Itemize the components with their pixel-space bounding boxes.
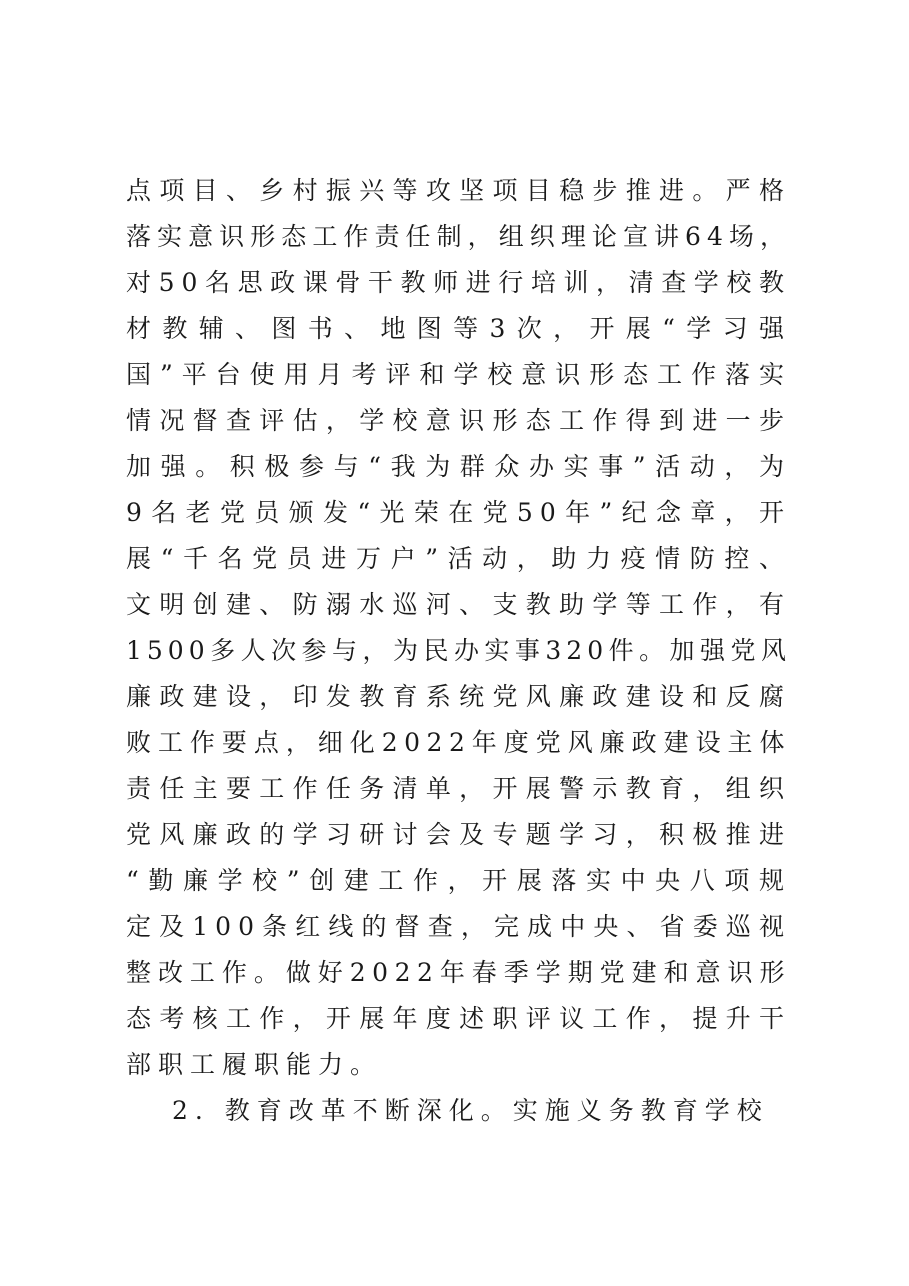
body-text: [126, 168, 791, 1134]
text-line: 整改工作。做好2022年春季学期党建和意识形: [126, 958, 791, 987]
section-heading-line: 2. 教育改革不断深化。实施义务教育学校: [172, 1096, 769, 1125]
text-line: 文明创建、防溺水巡河、支教助学等工作，有: [126, 590, 791, 619]
text-line: 党风廉政的学习研讨会及专题学习，积极推进: [126, 820, 791, 849]
text-line: 定及100条红线的督查，完成中央、省委巡视: [126, 912, 791, 941]
text-line: 对50名思政课骨干教师进行培训，清查学校教: [126, 268, 791, 297]
paragraph-end-line: 部职工履职能力。: [126, 1050, 383, 1079]
text-line: 1500多人次参与，为民办实事320件。加强党风: [126, 636, 791, 665]
text-line: 态考核工作，开展年度述职评议工作，提升干: [126, 1004, 791, 1033]
text-line: 9名老党员颁发“光荣在党50年”纪念章，开: [126, 498, 791, 527]
text-line: 加强。积极参与“我为群众办实事”活动，为: [126, 452, 791, 481]
text-line: “勤廉学校”创建工作，开展落实中央八项规: [126, 866, 791, 895]
text-line: 点项目、乡村振兴等攻坚项目稳步推进。严格: [126, 176, 791, 205]
text-line: 国”平台使用月考评和学校意识形态工作落实: [126, 360, 791, 389]
text-line: 展“千名党员进万户”活动，助力疫情防控、: [126, 544, 791, 573]
text-line: 责任主要工作任务清单，开展警示教育，组织: [126, 774, 791, 803]
text-line: 落实意识形态工作责任制，组织理论宣讲64场，: [126, 222, 791, 251]
text-line: 情况督查评估，学校意识形态工作得到进一步: [126, 406, 791, 435]
text-line: 败工作要点，细化2022年度党风廉政建设主体: [126, 728, 791, 757]
text-line: 材教辅、图书、地图等3次，开展“学习强: [126, 314, 791, 343]
text-line: 廉政建设，印发教育系统党风廉政建设和反腐: [126, 682, 791, 711]
